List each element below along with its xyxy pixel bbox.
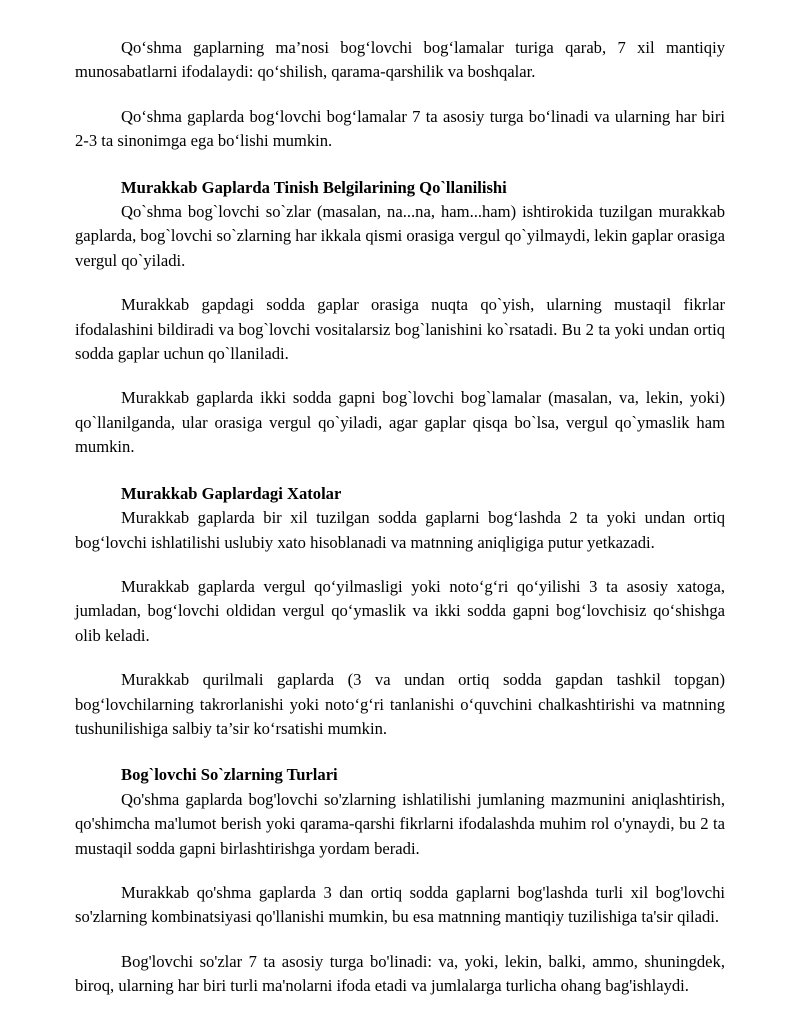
section-heading: Bog`lovchi So`zlarning Turlari [121, 765, 338, 785]
paragraph: Qo'shma gaplarda bog'lovchi so'zlarning ishlatilishi jumlaning mazmunini aniqlashtirish, qo'shimcha ma'lumot berish yoki qarama-qarshi fikrlarni ifodalashda muhim rol o'ynaydi, bu 2 ta mustaqil sodda gapni birlashtirishga yordam beradi. [75, 789, 725, 858]
paragraph: Qo‘shma gaplarda bog‘lovchi bog‘lamalar 7 ta asosiy turga bo‘linadi va ularning har biri 2-3 ta sinonimga ega bo‘lishi mumkin. [75, 106, 725, 151]
paragraph: Murakkab qurilmali gaplarda (3 va undan ortiq sodda gapdan tashkil topgan) bog‘lovchilarning takrorlanishi yoki noto‘g‘ri tanlanishi o‘quvchini chalkashtirishi va matnning tushunilishiga salbiy ta’sir ko‘rsatishi mumkin. [75, 670, 725, 738]
paragraph: Qo‘shma gaplarning ma’nosi bog‘lovchi bog‘lamalar turiga qarab, 7 xil mantiqiy munosabatlarni ifodalaydi: qo‘shilish, qarama-qarshilik va boshqalar. [75, 38, 725, 82]
section-heading: Murakkab Gaplardagi Xatolar [121, 483, 342, 503]
paragraph: Murakkab gaplarda vergul qo‘yilmasligi yoki noto‘g‘ri qo‘yilishi 3 ta asosiy xatoga, jumladan, bog‘lovchi oldidan vergul qo‘ymaslik va ikki sodda gapni bog‘lovchisiz qo‘shishga olib keladi. [75, 576, 725, 645]
paragraph: Qo`shma bog`lovchi so`zlar (masalan, na...na, ham...ham) ishtirokida tuzilgan murakkab gaplarda, bog`lovchi so`zlarning har ikkala qismi orasiga vergul qo`yilmaydi, lekin gaplar orasiga vergul qo`yiladi. [75, 202, 725, 270]
paragraph: Murakkab gaplarda ikki sodda gapni bog`lovchi bog`lamalar (masalan, va, lekin, yoki) qo`llanilganda, ular orasiga vergul qo`yiladi, agar gaplar qisqa bo`lsa, vergul qo`ymaslik ham mumkin. [75, 388, 725, 457]
paragraph: Murakkab qo'shma gaplarda 3 dan ortiq sodda gaplarni bog'lashda turli xil bog'lovchi so'zlarning kombinatsiyasi qo'llanishi mumkin, bu esa matnning mantiqiy tuzilishiga ta'sir qiladi. [75, 882, 725, 927]
paragraph: Bog'lovchi so'zlar 7 ta asosiy turga bo'linadi: va, yoki, lekin, balki, ammo, shuningdek, biroq, ularning har biri turli ma'nolarni ifoda etadi va jumlalarga turlicha ohang bag'ishlaydi. [75, 951, 725, 996]
paragraph: Murakkab gaplarda bir xil tuzilgan sodda gaplarni bog‘lashda 2 ta yoki undan ortiq bog‘lovchi ishlatilishi uslubiy xato hisoblanadi va matnning aniqligiga putur yetkazadi. [75, 508, 725, 552]
section-heading: Murakkab Gaplarda Tinish Belgilarining Qo`llanilishi [121, 177, 507, 197]
paragraph: Murakkab gapdagi sodda gaplar orasiga nuqta qo`yish, ularning mustaqil fikrlar ifodalashini bildiradi va bog`lovchi vositalarsiz bog`lanishini ko`rsatadi. Bu 2 ta yoki undan ortiq sodda gaplar uchun qo`llaniladi. [75, 295, 725, 364]
